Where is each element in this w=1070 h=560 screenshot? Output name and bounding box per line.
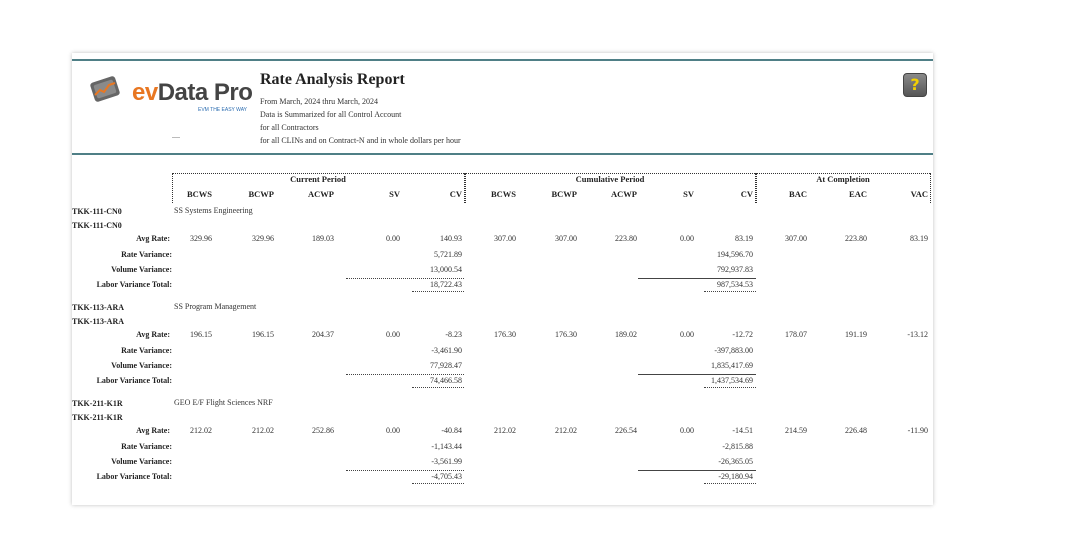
chart-logo-icon — [90, 73, 124, 103]
avg-rate-value: 329.96 — [252, 234, 274, 243]
column-header-cv: CV — [740, 189, 753, 199]
rate-variance-value: 5,721.89 — [434, 250, 462, 259]
report-sheet — [72, 53, 933, 505]
rate-variance-label: Rate Variance: — [121, 346, 172, 355]
labor-variance-total-value: 987,534.53 — [717, 280, 753, 289]
group-current-period: Current Period — [290, 174, 346, 184]
total-underline — [704, 483, 756, 484]
logo-data-pro: Data Pro — [157, 79, 253, 106]
avg-rate-value: -12.72 — [732, 330, 753, 339]
total-underline — [704, 291, 756, 292]
avg-rate-value: 196.15 — [190, 330, 212, 339]
total-underline — [412, 291, 464, 292]
avg-rate-value: 196.15 — [252, 330, 274, 339]
avg-rate-value: 307.00 — [785, 234, 807, 243]
section-code: TKK-113-ARA — [72, 303, 124, 312]
section-code-repeat: TKK-211-K1R — [72, 413, 123, 422]
logo-tagline: EVM THE EASY WAY — [198, 107, 247, 113]
volume-variance-value: 1,835,417.69 — [711, 361, 753, 370]
volume-variance-value: -3,561.99 — [431, 457, 462, 466]
volume-variance-value: -26,365.05 — [718, 457, 753, 466]
at-completion-box-right — [930, 173, 931, 203]
labor-variance-total-label: Labor Variance Total: — [96, 280, 172, 289]
avg-rate-value: 212.02 — [494, 426, 516, 435]
help-button[interactable]: ? — [903, 73, 927, 97]
avg-rate-value: 212.02 — [555, 426, 577, 435]
avg-rate-value: 140.93 — [440, 234, 462, 243]
report-summary-level: Data is Summarized for all Control Account — [260, 110, 402, 119]
avg-rate-value: 252.86 — [312, 426, 334, 435]
avg-rate-value: 0.00 — [680, 426, 694, 435]
cumulative-total-rule — [638, 374, 756, 375]
avg-rate-value: 189.02 — [615, 330, 637, 339]
rate-variance-value: 194,596.70 — [717, 250, 753, 259]
avg-rate-value: 0.00 — [386, 426, 400, 435]
column-header-bcws: BCWS — [186, 189, 212, 199]
column-header-bac: BAC — [789, 189, 807, 199]
avg-rate-value: 226.48 — [845, 426, 867, 435]
current-total-rule — [346, 374, 464, 375]
avg-rate-value: -8.23 — [445, 330, 462, 339]
avg-rate-value: 83.19 — [735, 234, 753, 243]
avg-rate-label: Avg Rate: — [136, 234, 170, 243]
avg-rate-value: -14.51 — [732, 426, 753, 435]
volume-variance-label: Volume Variance: — [111, 457, 172, 466]
avg-rate-label: Avg Rate: — [136, 330, 170, 339]
logo-wordmark — [132, 79, 252, 107]
column-header-acwp: ACWP — [308, 189, 334, 199]
labor-variance-total-value: -4,705.43 — [431, 472, 462, 481]
column-header-sv: SV — [683, 189, 694, 199]
labor-variance-total-label: Labor Variance Total: — [96, 472, 172, 481]
avg-rate-value: 0.00 — [386, 234, 400, 243]
section-description: SS Program Management — [174, 302, 257, 311]
avg-rate-value: 178.07 — [785, 330, 807, 339]
avg-rate-value: -40.84 — [441, 426, 462, 435]
avg-rate-value: 307.00 — [555, 234, 577, 243]
volume-variance-value: 77,928.47 — [430, 361, 462, 370]
volume-variance-value: 792,937.83 — [717, 265, 753, 274]
column-header-eac: EAC — [849, 189, 867, 199]
avg-rate-value: 307.00 — [494, 234, 516, 243]
avg-rate-value: 189.03 — [312, 234, 334, 243]
report-date-range: From March, 2024 thru March, 2024 — [260, 97, 378, 106]
column-header-bcwp: BCWP — [551, 189, 577, 199]
column-header-cv: CV — [449, 189, 462, 199]
volume-variance-value: 13,000.54 — [430, 265, 462, 274]
section-code: TKK-111-CN0 — [72, 207, 122, 216]
section-description: GEO E/F Flight Sciences NRF — [174, 398, 273, 407]
section-description: SS Systems Engineering — [174, 206, 253, 215]
avg-rate-value: 214.59 — [785, 426, 807, 435]
group-at-completion: At Completion — [816, 174, 870, 184]
avg-rate-value: -13.12 — [907, 330, 928, 339]
report-clins: for all CLINs and on Contract-N and in whole dollars per hour — [260, 136, 461, 145]
section-code: TKK-211-K1R — [72, 399, 123, 408]
avg-rate-value: 191.19 — [845, 330, 867, 339]
volume-variance-label: Volume Variance: — [111, 361, 172, 370]
cumulative-total-rule — [638, 470, 756, 471]
avg-rate-value: 83.19 — [910, 234, 928, 243]
rate-variance-value: -3,461.90 — [431, 346, 462, 355]
avg-rate-value: 0.00 — [680, 330, 694, 339]
report-contractors: for all Contractors — [260, 123, 319, 132]
avg-rate-value: -11.90 — [907, 426, 928, 435]
rate-variance-value: -1,143.44 — [431, 442, 462, 451]
report-header — [72, 61, 933, 153]
rate-variance-label: Rate Variance: — [121, 250, 172, 259]
rate-variance-value: -2,815.88 — [722, 442, 753, 451]
cumulative-total-rule — [638, 278, 756, 279]
column-header-bcws: BCWS — [490, 189, 516, 199]
avg-rate-value: 212.02 — [190, 426, 212, 435]
labor-variance-total-value: -29,180.94 — [718, 472, 753, 481]
rate-variance-value: -397,883.00 — [714, 346, 753, 355]
avg-rate-value: 329.96 — [190, 234, 212, 243]
labor-variance-total-label: Labor Variance Total: — [96, 376, 172, 385]
avg-rate-label: Avg Rate: — [136, 426, 170, 435]
avg-rate-value: 204.37 — [312, 330, 334, 339]
avg-rate-value: 176.30 — [555, 330, 577, 339]
current-total-rule — [346, 470, 464, 471]
header-bottom-rule — [72, 153, 933, 155]
column-header-bcwp: BCWP — [248, 189, 274, 199]
avg-rate-value: 223.80 — [615, 234, 637, 243]
avg-rate-value: 226.54 — [615, 426, 637, 435]
total-underline — [412, 387, 464, 388]
group-cumulative-period: Cumulative Period — [575, 174, 645, 184]
column-header-sv: SV — [389, 189, 400, 199]
labor-variance-total-value: 1,437,534.69 — [711, 376, 753, 385]
rate-variance-label: Rate Variance: — [121, 442, 172, 451]
column-header-vac: VAC — [910, 189, 928, 199]
logo-ev: ev — [132, 79, 158, 106]
section-code-repeat: TKK-113-ARA — [72, 317, 124, 326]
avg-rate-value: 223.80 — [845, 234, 867, 243]
avg-rate-value: 212.02 — [252, 426, 274, 435]
evdata-pro-logo — [90, 71, 260, 111]
total-underline — [704, 387, 756, 388]
current-total-rule — [346, 278, 464, 279]
avg-rate-value: 0.00 — [386, 330, 400, 339]
labor-variance-total-value: 74,466.58 — [430, 376, 462, 385]
avg-rate-value: 176.30 — [494, 330, 516, 339]
total-underline — [412, 483, 464, 484]
section-code-repeat: TKK-111-CN0 — [72, 221, 122, 230]
column-header-acwp: ACWP — [611, 189, 637, 199]
volume-variance-label: Volume Variance: — [111, 265, 172, 274]
labor-variance-total-value: 18,722.43 — [430, 280, 462, 289]
logo-underline — [172, 137, 180, 138]
avg-rate-value: 0.00 — [680, 234, 694, 243]
report-title: Rate Analysis Report — [260, 71, 405, 88]
